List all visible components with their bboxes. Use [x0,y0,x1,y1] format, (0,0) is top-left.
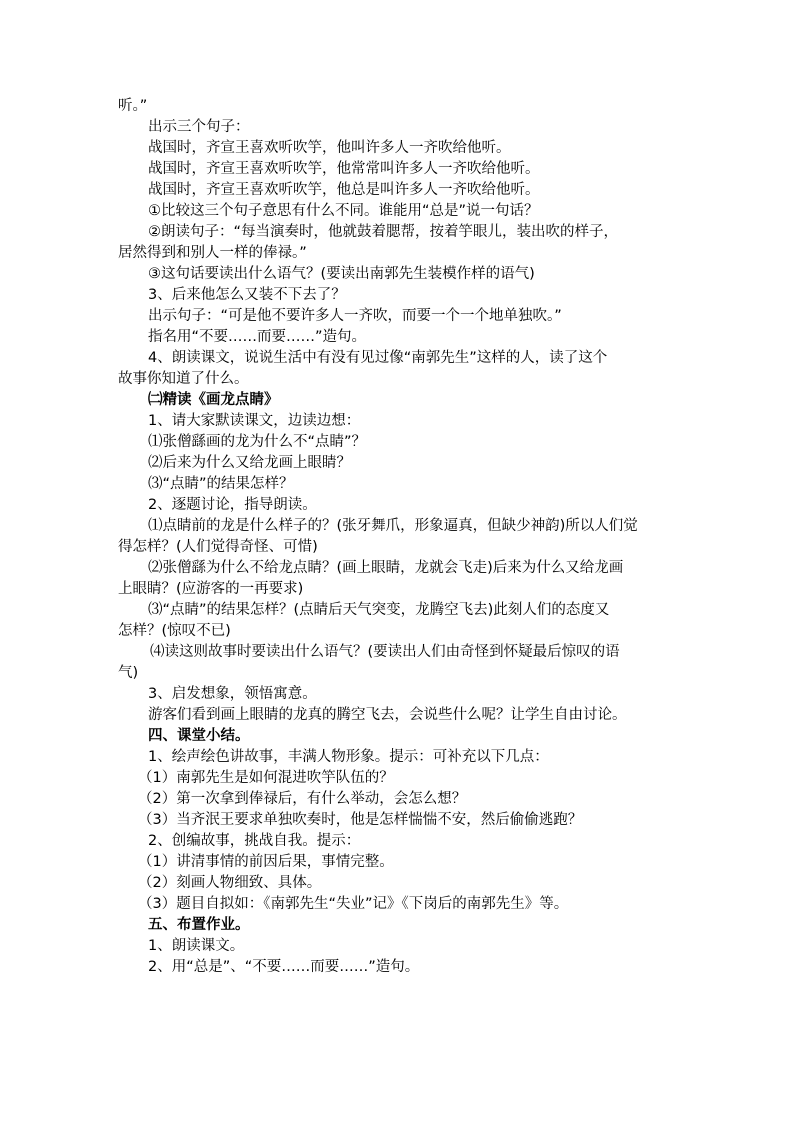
text-line: 1、朗读课文。 [148,938,245,954]
text-line: ⑴点睛前的龙是什么样子的？(张牙舞爪，形象逼真，但缺少神韵)所以人们觉 [148,518,638,534]
text-line: 3、后来他怎么又装不下去了？ [148,287,346,303]
text-line: 1、请大家默读课文，边读边想： [148,413,361,429]
text-line: ⑴张僧繇画的龙为什么不“点睛”？ [148,434,367,450]
section-heading: ㈡精读《画龙点睛》 [148,392,279,408]
section-heading: 四、课堂小结。 [148,728,250,744]
text-line: （1）南郭先生是如何混进吹竽队伍的？ [138,770,394,786]
text-line: 气) [118,665,139,681]
text-line: 怎样？(惊叹不已) [118,623,231,639]
text-line: ⑶“点睛”的结果怎样？(点睛后天气突变，龙腾空飞去)此刻人们的态度又 [148,602,610,618]
text-line: ⑵后来为什么又给龙画上眼睛？ [148,455,351,471]
text-line: ⑷读这则故事时要读出什么语气？(要读出人们由奇怪到怀疑最后惊叹的语 [150,644,620,660]
text-line: ①比较这三个句子意思有什么不同。谁能用“总是”说一句话？ [148,203,539,219]
text-line: ⑶“点睛”的结果怎样？ [148,476,294,492]
text-line: ③这句话要读出什么语气？(要读出南郭先生装模作样的语气) [148,266,535,282]
text-line: 战国时，齐宣王喜欢听吹竽，他常常叫许多人一齐吹给他听。 [148,161,540,177]
text-line: （2）刻画人物细致、具体。 [138,875,322,891]
text-line: ⑵张僧繇为什么不给龙点睛？(画上眼睛，龙就会飞走)后来为什么又给龙画 [148,560,624,576]
text-line: 2、逐题讨论，指导朗读。 [148,497,317,513]
text-line: （3）题目自拟如：《南郭先生“失业”记》《下岗后的南郭先生》等。 [138,896,569,912]
text-line: （2）第一次拿到俸禄后，有什么举动，会怎么想？ [138,791,467,807]
text-line: 指名用“不要……而要……”造句。 [148,329,367,345]
text-line: 故事你知道了什么。 [118,371,249,387]
text-line: 居然得到和别人一样的俸禄。” [118,245,307,261]
text-line: 战国时，齐宣王喜欢听吹竽，他叫许多人一齐吹给他听。 [148,140,511,156]
text-line: 2、用“总是”、“不要……而要……”造句。 [148,959,420,975]
text-line: 3、启发想象，领悟寓意。 [148,686,317,702]
text-line: （3）当齐泯王要求单独吹奏时，他是怎样惴惴不安，然后偷偷逃跑？ [138,812,583,828]
text-line: 4、朗读课文，说说生活中有没有见过像“南郭先生”这样的人，读了这个 [148,350,608,366]
text-line: 1、绘声绘色讲故事，丰满人物形象。提示：可补充以下几点： [148,749,549,765]
section-heading: 五、布置作业。 [148,917,250,933]
text-line: 上眼睛？(应游客的一再要求) [118,581,304,597]
text-line: 听。” [118,98,148,114]
text-line: 出示三个句子： [148,119,250,135]
text-line: 得怎样？(人们觉得奇怪、可惜) [118,539,318,555]
text-line: 游客们看到画上眼睛的龙真的腾空飞去，会说些什么呢？让学生自由讨论。 [148,707,627,723]
text-line: 出示句子：“可是他不要许多人一齐吹，而要一个一个地单独吹。” [148,308,562,324]
text-line: （1）讲清事情的前因后果，事情完整。 [138,854,394,870]
text-line: 战国时，齐宣王喜欢听吹竽，他总是叫许多人一齐吹给他听。 [148,182,540,198]
text-line: 2、创编故事，挑战自我。提示： [148,833,361,849]
text-line: ②朗读句子：“每当演奏时，他就鼓着腮帮，按着竽眼儿，装出吹的样子， [148,224,619,240]
